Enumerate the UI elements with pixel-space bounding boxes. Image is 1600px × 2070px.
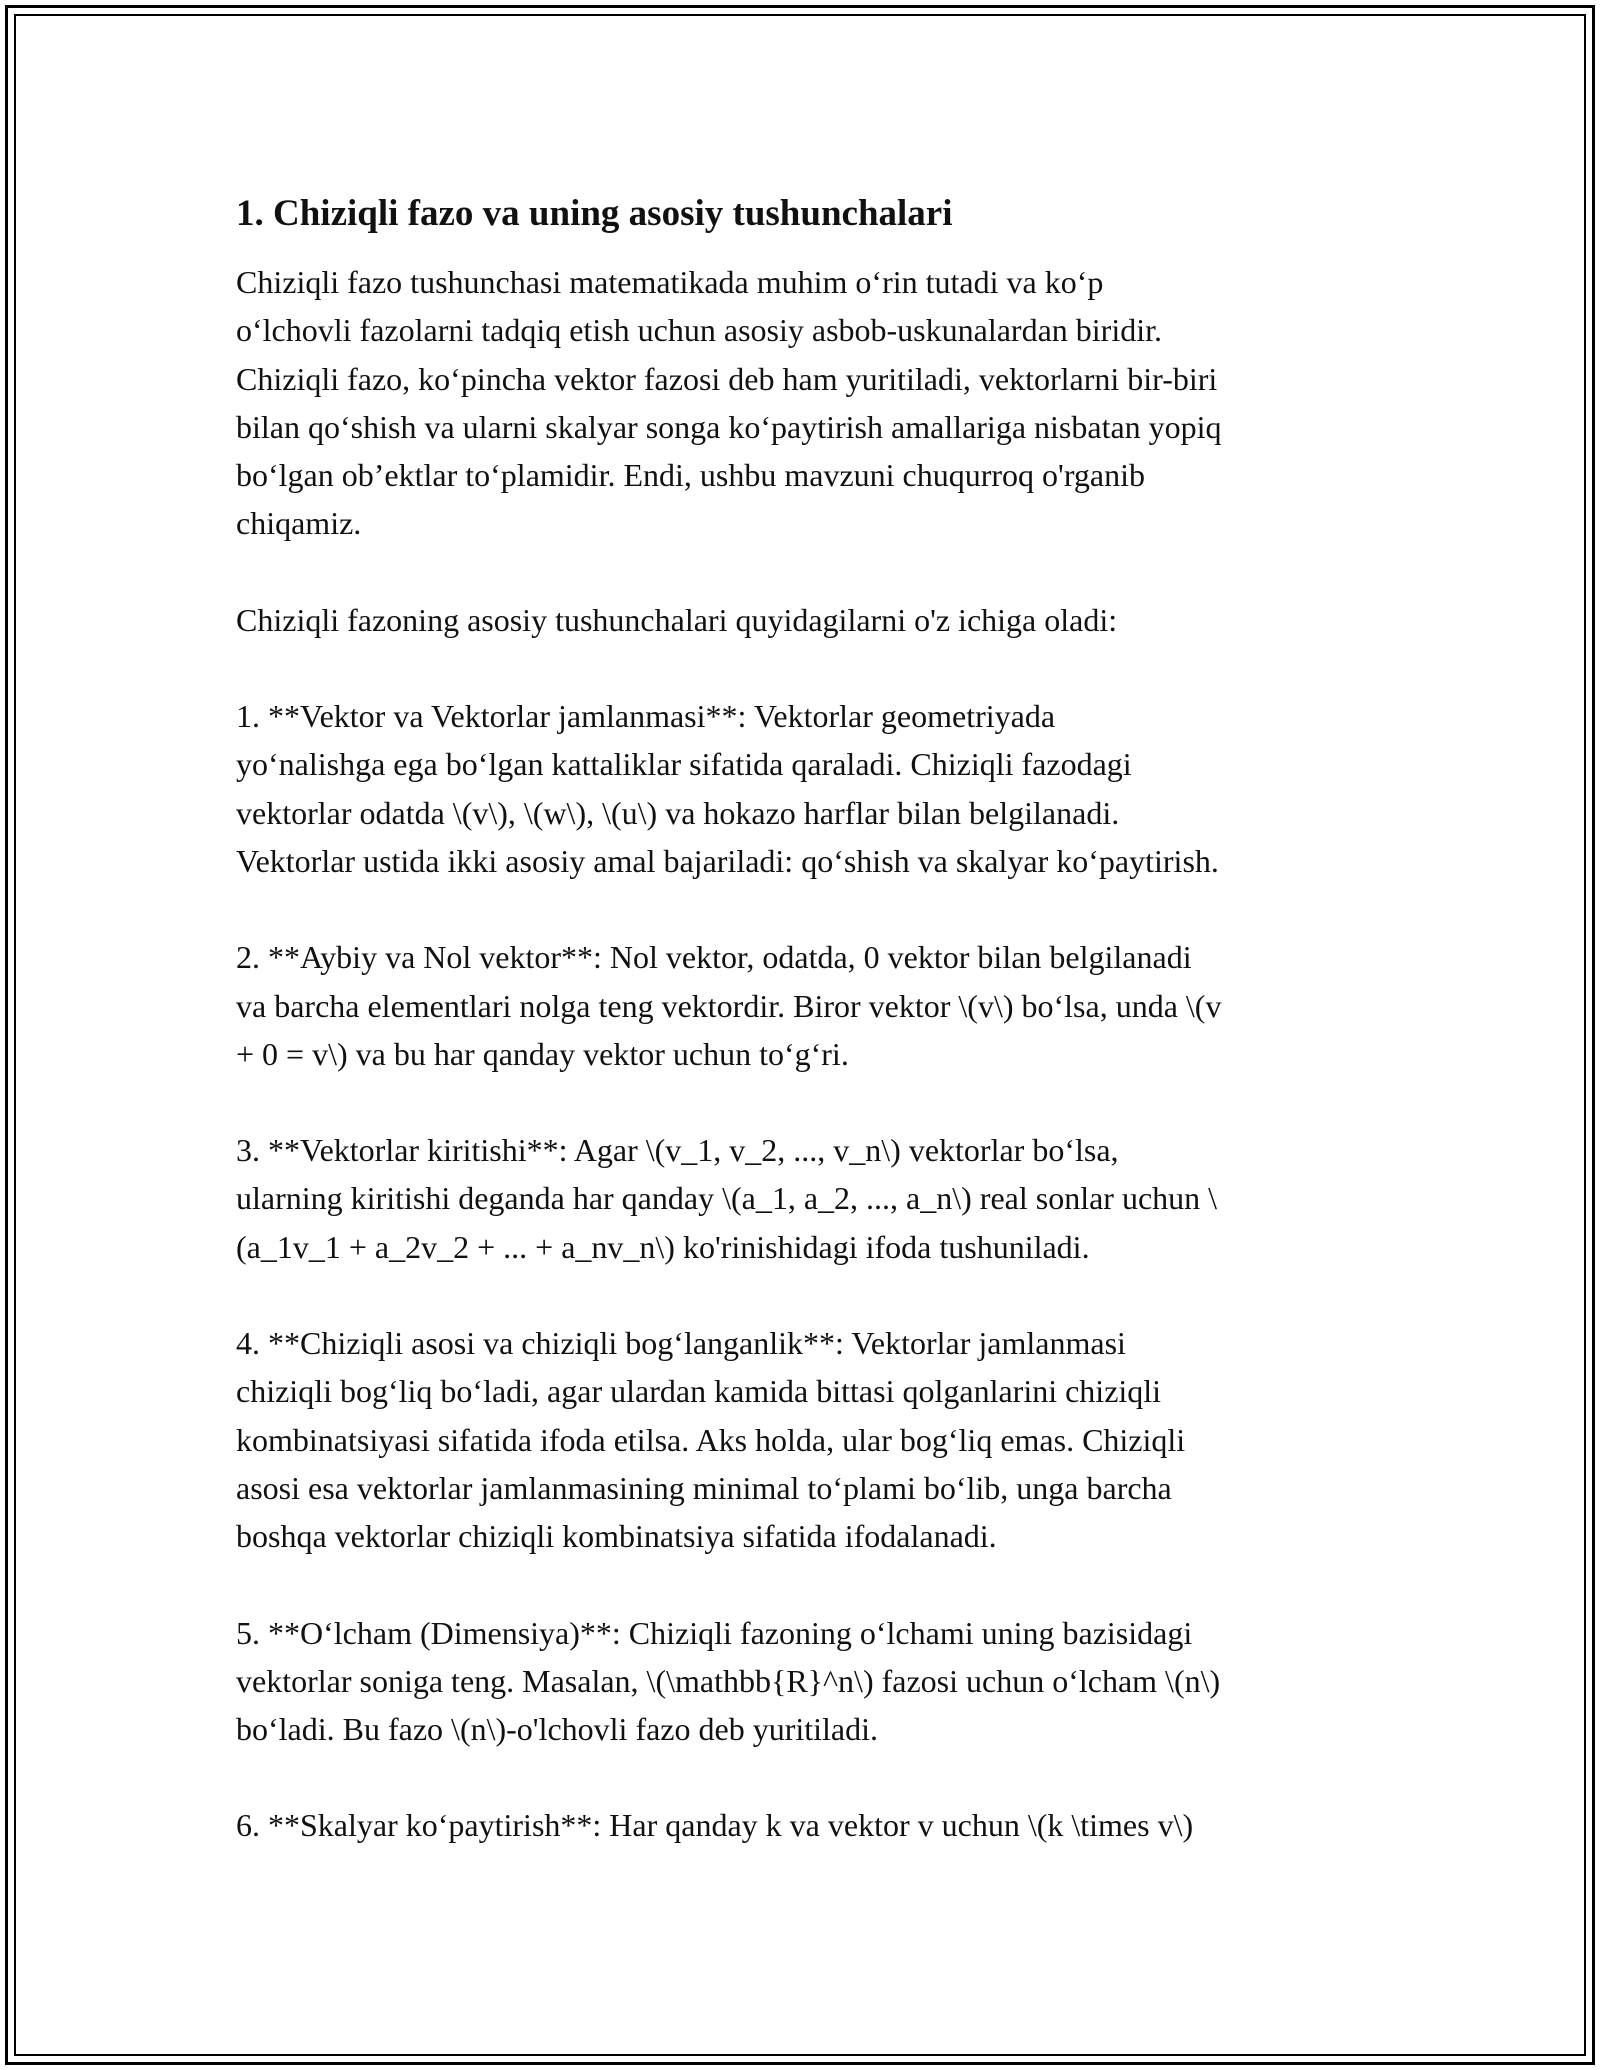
intro-paragraph: Chiziqli fazo tushunchasi matematikada muhim o‘rin tutadi va ko‘p o‘lchovli fazolarni tadqiq etish uchun asosiy asbob-uskunalardan biridir. Chiziqli fazo, ko‘pincha vektor fazosi deb ham yuritiladi, vektorlarni bir-biri bilan qo‘shish va ularni skalyar songa ko‘paytirish amallariga nisbatan yopiq bo‘lgan ob’ektlar to‘plamidir. Endi, ushbu mavzuni chuqurroq o'rganib chiqamiz. <box>236 264 1222 542</box>
list-item-zero-vector: 2. **Aybiy va Nol vektor**: Nol vektor, odatda, 0 vektor bilan belgilanadi va barcha elementlari nolga teng vektordir. Biror vektor \(v\) bo‘lsa, unda \(v + 0 = v\) va bu har qanday vektor uchun to‘g‘ri. <box>236 939 1222 1072</box>
paragraph-spacer <box>236 1078 1376 1126</box>
list-item-dimension: 5. **O‘lcham (Dimensiya)**: Chiziqli fazoning o‘lchami uning bazisidagi vektorlar soniga teng. Masalan, \(\mathbb{R}^n\) fazosi uchun o‘lcham \(n\) bo‘ladi. Bu fazo \(n\)-o'lchovli fazo deb yuritiladi. <box>236 1614 1221 1748</box>
list-item-vector: 1. **Vektor va Vektorlar jamlanmasi**: Vektorlar geometriyada yo‘nalishga ega bo‘lgan kattaliklar sifatida qaraladi. Chiziqli fazodagi vektorlar odatda \(v\), \(w\), \(u\) va hokazo harflar bilan belgilanadi. Vektorlar ustida ikki asosiy amal bajariladi: qo‘shish va skalyar ko‘paytirish. <box>236 698 1219 879</box>
section-title: 1. Chiziqli fazo va uning asosiy tushunchalari <box>236 193 953 234</box>
paragraph-spacer <box>236 548 1376 596</box>
document-body <box>236 184 1376 1850</box>
list-intro-paragraph: Chiziqli fazoning asosiy tushunchalari quyidagilarni o'z ichiga oladi: <box>236 601 1118 638</box>
list-item-combination: 3. **Vektorlar kiritishi**: Agar \(v_1, v_2, ..., v_n\) vektorlar bo‘lsa, ularning kiritishi deganda har qanday \(a_1, a_2, ..., a_n\) real sonlar uchun \ (a_1v_1 + a_2v_2 + ... + a_nv_n\) ko'rinishidagi ifoda tushuniladi. <box>236 1132 1218 1265</box>
paragraph-spacer <box>236 644 1376 692</box>
paragraph-spacer <box>236 885 1376 933</box>
paragraph-spacer <box>236 1271 1376 1319</box>
list-item-basis: 4. **Chiziqli asosi va chiziqli bog‘langanlik**: Vektorlar jamlanmasi chiziqli bog‘liq bo‘ladi, agar ulardan kamida bittasi qolganlarini chiziqli kombinatsiyasi sifatida ifoda etilsa. Aks holda, ular bog‘liq emas. Chiziqli asosi esa vektorlar jamlanmasining minimal to‘plami bo‘lib, unga barcha boshqa vektorlar chiziqli kombinatsiya sifatida ifodalanadi. <box>236 1325 1186 1555</box>
paragraph-spacer <box>236 1753 1376 1801</box>
list-item-scalar: 6. **Skalyar ko‘paytirish**: Har qanday k va vektor v uchun \(k \times v\) <box>236 1807 1194 1844</box>
paragraph-spacer <box>236 1561 1376 1609</box>
